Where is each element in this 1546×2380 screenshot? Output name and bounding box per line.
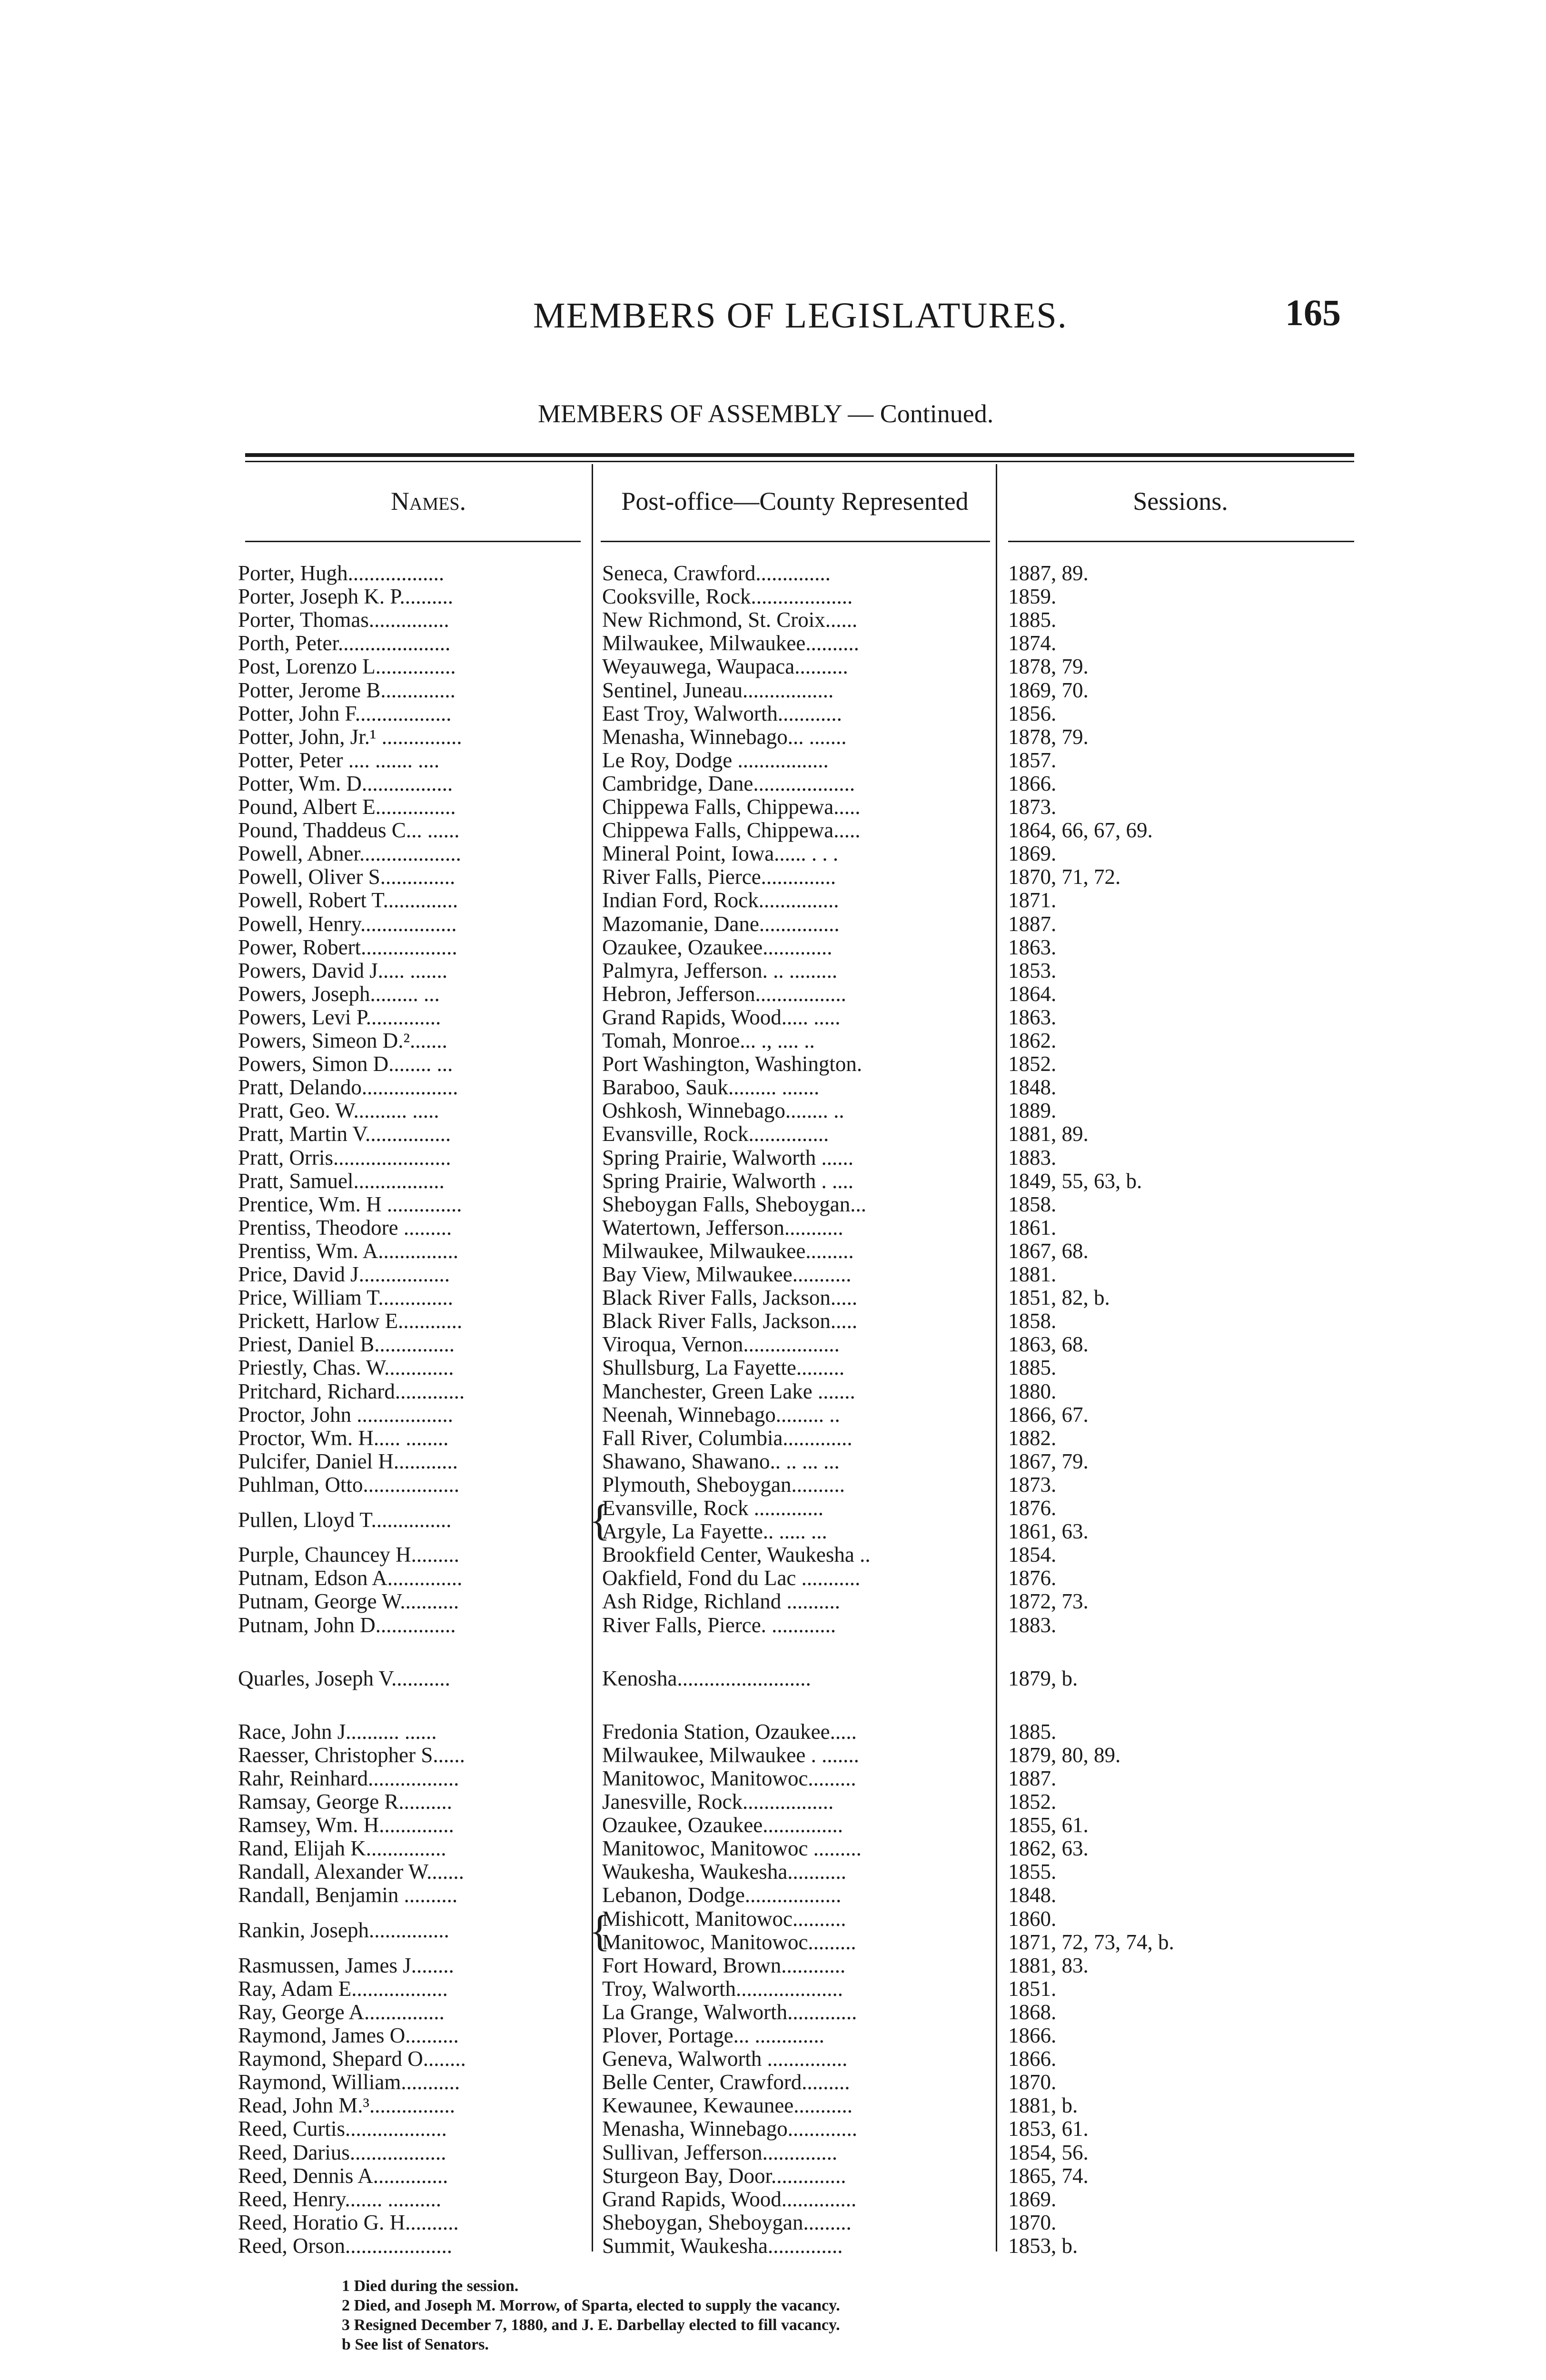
sessions: 1870. bbox=[1008, 2071, 1057, 2094]
table-row bbox=[0, 1052, 1546, 1076]
table-row bbox=[0, 1767, 1546, 1790]
member-name: Potter, Peter .... ....... .... bbox=[238, 748, 440, 772]
post-office-county: Manitowoc, Manitowoc ......... bbox=[602, 1837, 862, 1861]
member-name: Porter, Hugh.................. bbox=[238, 562, 445, 585]
member-name: Putnam, Edson A.............. bbox=[238, 1567, 463, 1590]
table-row bbox=[0, 912, 1546, 936]
sessions: 1866. bbox=[1008, 772, 1057, 795]
post-office-county: Evansville, Rock ............. bbox=[602, 1497, 823, 1520]
post-office-county: Ozaukee, Ozaukee............... bbox=[602, 1814, 843, 1837]
member-name: Powell, Oliver S.............. bbox=[238, 865, 456, 889]
post-office-county: Waukesha, Waukesha........... bbox=[602, 1860, 847, 1884]
table-row bbox=[0, 1356, 1546, 1379]
top-rule-thick bbox=[245, 453, 1354, 457]
table-row bbox=[0, 1814, 1546, 1837]
post-office-county: Shawano, Shawano.. .. ... ... bbox=[602, 1449, 840, 1473]
sessions: 1870. bbox=[1008, 2211, 1057, 2234]
member-name: Read, John M.³................ bbox=[238, 2094, 455, 2118]
member-name: Potter, Wm. D................. bbox=[238, 772, 453, 795]
table-row bbox=[0, 1170, 1546, 1193]
sessions: 1878, 79. bbox=[1008, 655, 1089, 679]
member-name: Pratt, Martin V................ bbox=[238, 1122, 451, 1146]
sessions: 1882. bbox=[1008, 1426, 1057, 1450]
post-office-county: Black River Falls, Jackson..... bbox=[602, 1309, 858, 1333]
table-row bbox=[0, 1543, 1546, 1567]
sessions: 1869, 70. bbox=[1008, 678, 1089, 702]
member-name: Prickett, Harlow E............ bbox=[238, 1309, 463, 1333]
sessions: 1869. bbox=[1008, 842, 1057, 866]
post-office-county: River Falls, Pierce.............. bbox=[602, 865, 836, 889]
member-name: Rand, Elijah K............... bbox=[238, 1837, 446, 1861]
member-name: Raesser, Christopher S...... bbox=[238, 1743, 465, 1767]
sessions: 1883. bbox=[1008, 1146, 1057, 1170]
table-row bbox=[0, 1122, 1546, 1146]
member-name: Ramsey, Wm. H.............. bbox=[238, 1814, 454, 1837]
post-office-county: Viroqua, Vernon.................. bbox=[602, 1333, 840, 1357]
table-row bbox=[0, 2024, 1546, 2047]
member-name: Powers, Joseph......... ... bbox=[238, 982, 440, 1006]
table-row bbox=[0, 1006, 1546, 1029]
table-row bbox=[0, 1286, 1546, 1309]
post-office-county: Tomah, Monroe... ., .... .. bbox=[602, 1029, 815, 1052]
post-office-county: Baraboo, Sauk......... ....... bbox=[602, 1076, 820, 1100]
table-row bbox=[0, 2188, 1546, 2211]
sessions: 1876. bbox=[1008, 1567, 1057, 1590]
footnote-2: 2 Died, and Joseph M. Morrow, of Sparta, elected to supply the vacancy. bbox=[342, 2297, 840, 2314]
table-row bbox=[0, 1076, 1546, 1099]
sessions: 1849, 55, 63, b. bbox=[1008, 1169, 1142, 1193]
post-office-county: Plymouth, Sheboygan.......... bbox=[602, 1473, 845, 1497]
post-office-county: Grand Rapids, Wood.............. bbox=[602, 2187, 857, 2211]
sessions: 1880. bbox=[1008, 1379, 1057, 1403]
post-office-county: Chippewa Falls, Chippewa..... bbox=[602, 819, 861, 843]
brace-mark: { bbox=[589, 1496, 611, 1544]
sessions: 1861. bbox=[1008, 1216, 1057, 1240]
sessions: 1887. bbox=[1008, 1766, 1057, 1790]
sessions: 1881, 83. bbox=[1008, 1954, 1089, 1977]
table-row bbox=[0, 1240, 1546, 1263]
sessions: 1857. bbox=[1008, 748, 1057, 772]
table-row bbox=[0, 1590, 1546, 1613]
sessions: 1885. bbox=[1008, 1720, 1057, 1744]
member-name: Rankin, Joseph............... bbox=[238, 1919, 449, 1943]
table-row bbox=[0, 772, 1546, 795]
member-name: Reed, Henry....... .......... bbox=[238, 2187, 441, 2211]
sessions: 1881. bbox=[1008, 1263, 1057, 1286]
post-office-county: Chippewa Falls, Chippewa..... bbox=[602, 795, 861, 819]
post-office-county: Indian Ford, Rock............... bbox=[602, 889, 839, 912]
post-office-county: New Richmond, St. Croix...... bbox=[602, 608, 858, 632]
sessions: 1855, 61. bbox=[1008, 1814, 1089, 1837]
post-office-county: Mineral Point, Iowa...... . . . bbox=[602, 842, 839, 866]
sessions: 1873. bbox=[1008, 795, 1057, 819]
table-row bbox=[0, 842, 1546, 865]
post-office-county: Plover, Portage... ............. bbox=[602, 2024, 824, 2047]
sessions: 1889. bbox=[1008, 1099, 1057, 1123]
post-office-county: Grand Rapids, Wood..... ..... bbox=[602, 1005, 841, 1029]
member-name: Powers, Simon D........ ... bbox=[238, 1052, 453, 1076]
sessions: 1867, 79. bbox=[1008, 1449, 1089, 1473]
table-row bbox=[0, 959, 1546, 982]
table-row bbox=[0, 1790, 1546, 1814]
post-office-county: Weyauwega, Waupaca.......... bbox=[602, 655, 848, 679]
member-name: Randall, Alexander W....... bbox=[238, 1860, 464, 1884]
sessions: 1861, 63. bbox=[1008, 1520, 1089, 1544]
running-header: MEMBERS OF LEGISLATURES. bbox=[533, 296, 1068, 336]
table-row bbox=[0, 1977, 1546, 2001]
sessions: 1863, 68. bbox=[1008, 1333, 1089, 1357]
member-name: Pritchard, Richard............. bbox=[238, 1379, 465, 1403]
sessions: 1865, 74. bbox=[1008, 2164, 1089, 2188]
table-row bbox=[0, 1473, 1546, 1497]
member-name: Prentiss, Wm. A............... bbox=[238, 1239, 458, 1263]
post-office-county: Fort Howard, Brown............ bbox=[602, 1954, 846, 1977]
table-row bbox=[0, 1567, 1546, 1590]
member-name: Porter, Thomas............... bbox=[238, 608, 449, 632]
table-row bbox=[0, 1614, 1546, 1637]
member-name: Raymond, James O.......... bbox=[238, 2024, 459, 2047]
post-office-county: River Falls, Pierce. ............ bbox=[602, 1613, 836, 1637]
member-name: Priestly, Chas. W............. bbox=[238, 1356, 454, 1380]
column-header-names: Names. bbox=[390, 487, 466, 516]
table-row bbox=[0, 585, 1546, 608]
sessions: 1852. bbox=[1008, 1052, 1057, 1076]
member-name: Powers, David J..... ....... bbox=[238, 959, 447, 982]
sessions: 1862. bbox=[1008, 1029, 1057, 1052]
table-row bbox=[0, 2071, 1546, 2094]
brace-mark: { bbox=[589, 1906, 611, 1955]
post-office-county: Sullivan, Jefferson.............. bbox=[602, 2141, 838, 2164]
post-office-county: Sheboygan, Sheboygan......... bbox=[602, 2211, 852, 2234]
table-row bbox=[0, 725, 1546, 749]
post-office-county: Spring Prairie, Walworth . .... bbox=[602, 1169, 853, 1193]
post-office-county: Cambridge, Dane................... bbox=[602, 772, 855, 795]
sessions: 1866. bbox=[1008, 2047, 1057, 2071]
sessions: 1869. bbox=[1008, 2187, 1057, 2211]
table-row bbox=[0, 2234, 1546, 2258]
sessions: 1859. bbox=[1008, 585, 1057, 609]
sessions: 1851. bbox=[1008, 1977, 1057, 2001]
post-office-county: Ash Ridge, Richland .......... bbox=[602, 1590, 840, 1614]
post-office-county: Mazomanie, Dane............... bbox=[602, 912, 840, 936]
table-row bbox=[0, 1667, 1546, 1690]
member-name: Raymond, Shepard O........ bbox=[238, 2047, 466, 2071]
member-name: Rahr, Reinhard................. bbox=[238, 1766, 459, 1790]
column-header-post-office: Post-office—County Represented bbox=[621, 487, 969, 516]
post-office-county: Port Washington, Washington. bbox=[602, 1052, 862, 1076]
member-name: Potter, Jerome B.............. bbox=[238, 678, 456, 702]
post-office-county: Summit, Waukesha.............. bbox=[602, 2234, 843, 2258]
sessions: 1871, 72, 73, 74, b. bbox=[1008, 1930, 1174, 1954]
post-office-county: Milwaukee, Milwaukee......... bbox=[602, 1239, 854, 1263]
post-office-county: Janesville, Rock................. bbox=[602, 1790, 834, 1814]
post-office-county: Kewaunee, Kewaunee........... bbox=[602, 2094, 853, 2118]
post-office-county: Oakfield, Fond du Lac ........... bbox=[602, 1567, 861, 1590]
table-row bbox=[0, 1744, 1546, 1767]
table-row bbox=[0, 2117, 1546, 2141]
member-name: Prentice, Wm. H .............. bbox=[238, 1192, 462, 1216]
member-name: Reed, Orson.................... bbox=[238, 2234, 452, 2258]
member-name: Putnam, John D............... bbox=[238, 1613, 456, 1637]
table-row bbox=[0, 632, 1546, 655]
header-underline-post bbox=[601, 541, 990, 542]
post-office-county: Black River Falls, Jackson..... bbox=[602, 1286, 858, 1310]
table-row bbox=[0, 749, 1546, 772]
member-name: Pratt, Orris...................... bbox=[238, 1146, 451, 1170]
post-office-county: Brookfield Center, Waukesha .. bbox=[602, 1543, 871, 1567]
column-header-sessions: Sessions. bbox=[1133, 487, 1228, 516]
table-row bbox=[0, 1907, 1546, 1954]
sessions: 1867, 68. bbox=[1008, 1239, 1089, 1263]
table-row bbox=[0, 865, 1546, 889]
post-office-county: Cooksville, Rock................... bbox=[602, 585, 853, 609]
member-name: Pound, Albert E............... bbox=[238, 795, 456, 819]
table-row bbox=[0, 1403, 1546, 1427]
table-row bbox=[0, 608, 1546, 632]
member-name: Proctor, Wm. H..... ........ bbox=[238, 1426, 449, 1450]
sessions: 1887, 89. bbox=[1008, 562, 1089, 585]
table-row bbox=[0, 1427, 1546, 1450]
sessions: 1853, 61. bbox=[1008, 2117, 1089, 2141]
table-row bbox=[0, 655, 1546, 678]
post-office-county: Argyle, La Fayette.. ..... ... bbox=[602, 1520, 827, 1544]
post-office-county: Manchester, Green Lake ....... bbox=[602, 1379, 855, 1403]
post-office-county: Oshkosh, Winnebago........ .. bbox=[602, 1099, 844, 1123]
post-office-county: Sturgeon Bay, Door.............. bbox=[602, 2164, 846, 2188]
post-office-county: Bay View, Milwaukee........... bbox=[602, 1263, 852, 1286]
table-row bbox=[0, 819, 1546, 842]
post-office-county: Sheboygan Falls, Sheboygan... bbox=[602, 1192, 866, 1216]
post-office-county: Fredonia Station, Ozaukee..... bbox=[602, 1720, 857, 1744]
post-office-county: Troy, Walworth.................... bbox=[602, 1977, 843, 2001]
member-name: Reed, Curtis................... bbox=[238, 2117, 447, 2141]
table-row bbox=[0, 1954, 1546, 1977]
member-name: Price, William T.............. bbox=[238, 1286, 453, 1310]
table-row bbox=[0, 936, 1546, 959]
sessions: 1881, b. bbox=[1008, 2094, 1078, 2118]
sessions: 1885. bbox=[1008, 1356, 1057, 1380]
sessions: 1878, 79. bbox=[1008, 725, 1089, 749]
top-rule-thin bbox=[245, 461, 1354, 462]
post-office-county: Geneva, Walworth ............... bbox=[602, 2047, 848, 2071]
sessions: 1855. bbox=[1008, 1860, 1057, 1884]
table-row bbox=[0, 1216, 1546, 1240]
member-name: Potter, John F.................. bbox=[238, 702, 452, 725]
sessions: 1873. bbox=[1008, 1473, 1057, 1497]
sessions: 1863. bbox=[1008, 1005, 1057, 1029]
header-underline-sessions bbox=[1008, 541, 1354, 542]
table-row bbox=[0, 1193, 1546, 1216]
header-underline-names bbox=[245, 541, 581, 542]
table-row bbox=[0, 1380, 1546, 1403]
member-name: Pratt, Samuel................. bbox=[238, 1169, 445, 1193]
sessions: 1870, 71, 72. bbox=[1008, 865, 1121, 889]
member-name: Ramsay, George R.......... bbox=[238, 1790, 452, 1814]
member-name: Power, Robert.................. bbox=[238, 935, 457, 959]
sessions: 1862, 63. bbox=[1008, 1837, 1089, 1861]
member-name: Pulcifer, Daniel H............ bbox=[238, 1449, 458, 1473]
member-name: Reed, Dennis A.............. bbox=[238, 2164, 448, 2188]
sessions: 1864, 66, 67, 69. bbox=[1008, 819, 1153, 843]
table-subtitle: MEMBERS OF ASSEMBLY — Continued. bbox=[538, 399, 994, 428]
table-row bbox=[0, 2164, 1546, 2188]
table-row bbox=[0, 1884, 1546, 1907]
member-name: Race, John J.......... ...... bbox=[238, 1720, 437, 1744]
sessions: 1864. bbox=[1008, 982, 1057, 1006]
sessions: 1851, 82, b. bbox=[1008, 1286, 1110, 1310]
sessions: 1856. bbox=[1008, 702, 1057, 725]
post-office-county: Belle Center, Crawford......... bbox=[602, 2071, 850, 2094]
table-row bbox=[0, 1720, 1546, 1744]
member-name: Pound, Thaddeus C... ...... bbox=[238, 819, 460, 843]
member-name: Prentiss, Theodore ......... bbox=[238, 1216, 452, 1240]
sessions: 1879, b. bbox=[1008, 1666, 1078, 1690]
post-office-county: Menasha, Winnebago............. bbox=[602, 2117, 858, 2141]
sessions: 1853, b. bbox=[1008, 2234, 1078, 2258]
footnote-1: 1 Died during the session. bbox=[342, 2277, 519, 2295]
sessions: 1848. bbox=[1008, 1076, 1057, 1100]
member-name: Powell, Robert T.............. bbox=[238, 889, 458, 912]
sessions: 1866, 67. bbox=[1008, 1403, 1089, 1427]
sessions: 1858. bbox=[1008, 1309, 1057, 1333]
post-office-county: Neenah, Winnebago......... .. bbox=[602, 1403, 840, 1427]
table-row bbox=[0, 1333, 1546, 1356]
post-office-county: Seneca, Crawford.............. bbox=[602, 562, 831, 585]
sessions: 1874. bbox=[1008, 632, 1057, 655]
table-row bbox=[0, 1309, 1546, 1333]
sessions: 1854. bbox=[1008, 1543, 1057, 1567]
sessions: 1848. bbox=[1008, 1884, 1057, 1907]
sessions: 1858. bbox=[1008, 1192, 1057, 1216]
post-office-county: La Grange, Walworth............. bbox=[602, 2000, 857, 2024]
member-name: Quarles, Joseph V........... bbox=[238, 1666, 450, 1690]
sessions: 1868. bbox=[1008, 2000, 1057, 2024]
sessions: 1876. bbox=[1008, 1497, 1057, 1520]
post-office-county: Milwaukee, Milwaukee.......... bbox=[602, 632, 859, 655]
sessions: 1887. bbox=[1008, 912, 1057, 936]
sessions: 1879, 80, 89. bbox=[1008, 1743, 1121, 1767]
member-name: Ray, George A............... bbox=[238, 2000, 445, 2024]
post-office-county: Manitowoc, Manitowoc......... bbox=[602, 1930, 856, 1954]
member-name: Purple, Chauncey H......... bbox=[238, 1543, 459, 1567]
post-office-county: Kenosha......................... bbox=[602, 1666, 811, 1690]
post-office-county: Le Roy, Dodge ................. bbox=[602, 748, 829, 772]
post-office-county: Fall River, Columbia............. bbox=[602, 1426, 852, 1450]
member-name: Priest, Daniel B............... bbox=[238, 1333, 455, 1357]
table-row bbox=[0, 2001, 1546, 2024]
table-row bbox=[0, 679, 1546, 702]
post-office-county: Evansville, Rock............... bbox=[602, 1122, 829, 1146]
sessions: 1872, 73. bbox=[1008, 1590, 1089, 1614]
member-name: Pullen, Lloyd T............... bbox=[238, 1508, 452, 1532]
member-name: Porth, Peter..................... bbox=[238, 632, 451, 655]
sessions: 1863. bbox=[1008, 935, 1057, 959]
table-row bbox=[0, 889, 1546, 912]
member-name: Powell, Henry.................. bbox=[238, 912, 457, 936]
table-row bbox=[0, 1860, 1546, 1884]
sessions: 1852. bbox=[1008, 1790, 1057, 1814]
sessions: 1854, 56. bbox=[1008, 2141, 1089, 2164]
table-row bbox=[0, 2211, 1546, 2234]
member-name: Porter, Joseph K. P.......... bbox=[238, 585, 453, 609]
post-office-county: Menasha, Winnebago... ....... bbox=[602, 725, 847, 749]
member-name: Pratt, Geo. W.......... ..... bbox=[238, 1099, 439, 1123]
post-office-county: Mishicott, Manitowoc.......... bbox=[602, 1907, 846, 1931]
table-row bbox=[0, 795, 1546, 819]
post-office-county: Watertown, Jefferson........... bbox=[602, 1216, 843, 1240]
member-name: Potter, John, Jr.¹ ............... bbox=[238, 725, 462, 749]
member-name: Pratt, Delando.................. bbox=[238, 1076, 458, 1100]
post-office-county: Lebanon, Dodge.................. bbox=[602, 1884, 842, 1907]
member-name: Raymond, William........... bbox=[238, 2071, 460, 2094]
member-name: Post, Lorenzo L............... bbox=[238, 655, 456, 679]
member-name: Price, David J................. bbox=[238, 1263, 450, 1286]
sessions: 1871. bbox=[1008, 889, 1057, 912]
sessions: 1883. bbox=[1008, 1613, 1057, 1637]
table-row bbox=[0, 1497, 1546, 1543]
post-office-county: Sentinel, Juneau................. bbox=[602, 678, 834, 702]
table-row bbox=[0, 562, 1546, 585]
table-row bbox=[0, 2141, 1546, 2164]
member-name: Proctor, John .................. bbox=[238, 1403, 453, 1427]
post-office-county: Milwaukee, Milwaukee . ....... bbox=[602, 1743, 859, 1767]
member-name: Ray, Adam E.................. bbox=[238, 1977, 448, 2001]
sessions: 1860. bbox=[1008, 1907, 1057, 1931]
member-name: Puhlman, Otto.................. bbox=[238, 1473, 460, 1497]
table-row bbox=[0, 2047, 1546, 2071]
post-office-county: Spring Prairie, Walworth ...... bbox=[602, 1146, 853, 1170]
post-office-county: Hebron, Jefferson................. bbox=[602, 982, 846, 1006]
member-name: Reed, Darius.................. bbox=[238, 2141, 446, 2164]
post-office-county: East Troy, Walworth............ bbox=[602, 702, 842, 725]
post-office-county: Manitowoc, Manitowoc......... bbox=[602, 1766, 856, 1790]
table-row bbox=[0, 1029, 1546, 1052]
page-number: 165 bbox=[1285, 292, 1341, 333]
member-name: Powell, Abner................... bbox=[238, 842, 461, 866]
footnote-3: 3 Resigned December 7, 1880, and J. E. Darbellay elected to fill vacancy. bbox=[342, 2316, 840, 2334]
table-row bbox=[0, 1146, 1546, 1170]
footnote-b: b See list of Senators. bbox=[342, 2336, 489, 2353]
table-row bbox=[0, 2094, 1546, 2117]
post-office-county: Palmyra, Jefferson. .. ......... bbox=[602, 959, 838, 982]
table-row bbox=[0, 1099, 1546, 1122]
member-name: Powers, Levi P.............. bbox=[238, 1005, 441, 1029]
member-name: Rasmussen, James J........ bbox=[238, 1954, 454, 1977]
table-row bbox=[0, 1450, 1546, 1473]
member-name: Putnam, George W........... bbox=[238, 1590, 459, 1614]
sessions: 1885. bbox=[1008, 608, 1057, 632]
post-office-county: Ozaukee, Ozaukee............. bbox=[602, 935, 832, 959]
table-row bbox=[0, 982, 1546, 1006]
member-name: Reed, Horatio G. H.......... bbox=[238, 2211, 459, 2234]
sessions: 1853. bbox=[1008, 959, 1057, 982]
table-row bbox=[0, 1837, 1546, 1860]
table-row bbox=[0, 1263, 1546, 1286]
post-office-county: Shullsburg, La Fayette......... bbox=[602, 1356, 845, 1380]
sessions: 1881, 89. bbox=[1008, 1122, 1089, 1146]
sessions: 1866. bbox=[1008, 2024, 1057, 2047]
member-name: Randall, Benjamin .......... bbox=[238, 1884, 458, 1907]
member-name: Powers, Simeon D.²....... bbox=[238, 1029, 447, 1052]
table-row bbox=[0, 702, 1546, 725]
footnotes bbox=[342, 2276, 840, 2354]
